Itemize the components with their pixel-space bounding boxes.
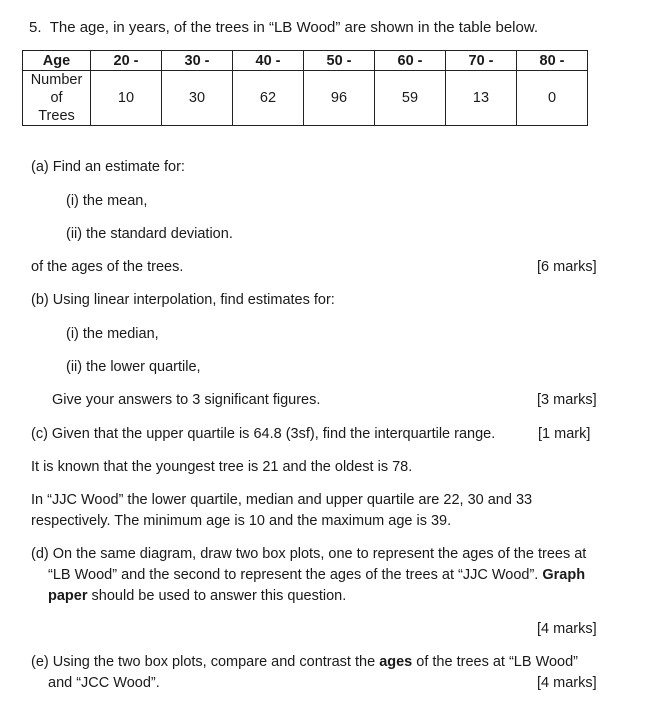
class-cell: 20 -	[91, 51, 162, 71]
count-cell: 0	[517, 71, 588, 126]
row-label-line: Number	[30, 72, 83, 88]
part-e-line-1	[31, 654, 578, 670]
info-line-3: respectively. The minimum age is 10 and the maximum age is 39.	[31, 513, 452, 529]
part-b-stem: (b) Using linear interpolation, find estimates for:	[31, 292, 335, 308]
part-e-bold-ages: ages	[379, 654, 413, 670]
age-frequency-table	[22, 50, 588, 126]
info-line-2: In “JJC Wood” the lower quartile, median and upper quartile are 22, 30 and 33	[31, 492, 533, 508]
question-header	[29, 19, 538, 36]
part-b-marks: [3 marks]	[537, 392, 597, 408]
part-d-line-2	[48, 567, 585, 583]
part-c-marks: [1 mark]	[538, 426, 591, 442]
count-cell: 59	[375, 71, 446, 126]
number-of-trees-label	[23, 71, 91, 126]
class-cell: 70 -	[446, 51, 517, 71]
class-cell: 40 -	[233, 51, 304, 71]
question-number: 5.	[29, 19, 42, 36]
part-a-i: (i) the mean,	[66, 193, 148, 209]
part-d-line-3-text: should be used to answer this question.	[91, 588, 347, 604]
part-e-line-1-post: of the trees at “LB Wood”	[416, 654, 579, 670]
class-cell: 80 -	[517, 51, 588, 71]
part-d-marks: [4 marks]	[537, 621, 597, 637]
part-d-line-1: (d) On the same diagram, draw two box plots, one to represent the ages of the trees at	[31, 546, 587, 562]
count-cell: 13	[446, 71, 517, 126]
table-count-row	[23, 71, 588, 126]
part-e-marks: [4 marks]	[537, 675, 597, 691]
class-cell: 60 -	[375, 51, 446, 71]
part-b-ii: (ii) the lower quartile,	[66, 359, 201, 375]
age-header-cell: Age	[23, 51, 91, 71]
info-line-1: It is known that the youngest tree is 21 and the oldest is 78.	[31, 459, 413, 475]
part-a-tail: of the ages of the trees.	[31, 259, 184, 275]
part-a-marks: [6 marks]	[537, 259, 597, 275]
count-cell: 30	[162, 71, 233, 126]
row-label-line: of	[50, 90, 63, 106]
row-label-line: Trees	[38, 108, 75, 124]
question-intro: The age, in years, of the trees in “LB Wood” are shown in the table below.	[49, 19, 539, 36]
table-header-row	[23, 51, 588, 71]
part-a-ii: (ii) the standard deviation.	[66, 226, 233, 242]
part-d-line-2-text: “LB Wood” and the second to represent the ages of the trees at “JJC Wood”.	[48, 567, 539, 583]
part-e-line-2: and “JCC Wood”.	[48, 675, 160, 691]
count-cell: 10	[91, 71, 162, 126]
part-d-bold-paper: paper	[48, 588, 88, 604]
part-e-line-1-pre: (e) Using the two box plots, compare and contrast the	[31, 654, 376, 670]
part-a-stem: (a) Find an estimate for:	[31, 159, 185, 175]
class-cell: 50 -	[304, 51, 375, 71]
part-c-text: (c) Given that the upper quartile is 64.8 (3sf), find the interquartile range.	[31, 426, 496, 442]
part-b-instruction: Give your answers to 3 significant figures.	[52, 392, 321, 408]
class-cell: 30 -	[162, 51, 233, 71]
part-d-bold-graph: Graph	[542, 567, 586, 583]
count-cell: 62	[233, 71, 304, 126]
part-d-line-3	[48, 588, 346, 604]
part-b-i: (i) the median,	[66, 326, 159, 342]
count-cell: 96	[304, 71, 375, 126]
